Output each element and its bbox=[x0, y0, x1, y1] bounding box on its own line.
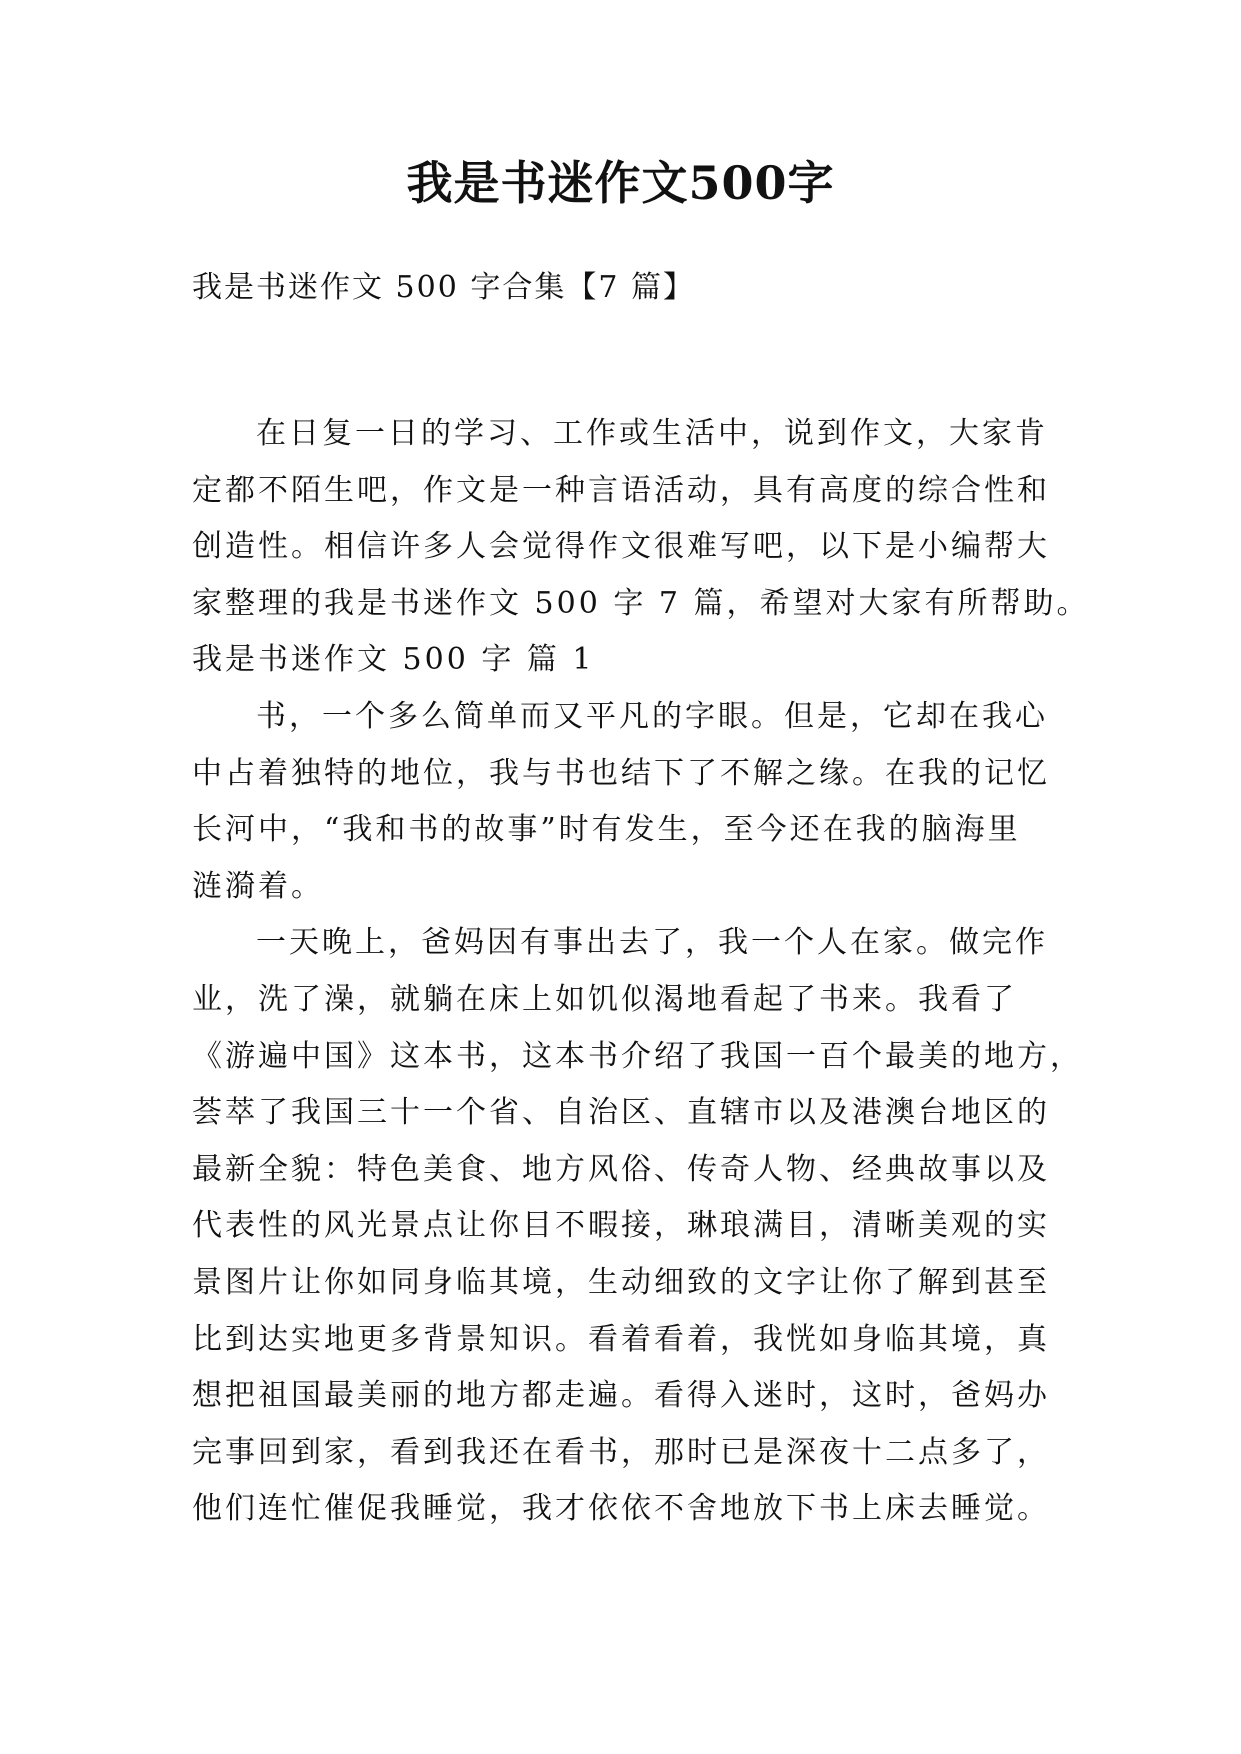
paragraph-line: 家整理的我是书迷作文 500 字 7 篇，希望对大家有所帮助。 bbox=[192, 585, 1090, 621]
paragraph-line: 一天晚上，爸妈因有事出去了，我一个人在家。做完作 bbox=[256, 925, 1048, 961]
paragraph-line: 创造性。相信许多人会觉得作文很难写吧，以下是小编帮大 bbox=[192, 529, 1050, 565]
section-heading: 我是书迷作文 500 字 篇 1 bbox=[192, 642, 595, 678]
paragraph-line: 定都不陌生吧，作文是一种言语活动，具有高度的综合性和 bbox=[192, 472, 1050, 508]
paragraph-line: 书，一个多么简单而又平凡的字眼。但是，它却在我心 bbox=[256, 698, 1048, 734]
paragraph-line: 在日复一日的学习、工作或生活中，说到作文，大家肯 bbox=[256, 416, 1048, 451]
document-subtitle: 我是书迷作文 500 字合集【7 篇】 bbox=[192, 270, 695, 305]
paragraph-line: 景图片让你如同身临其境，生动细致的文字让你了解到甚至 bbox=[192, 1264, 1050, 1300]
paragraph-line: 代表性的风光景点让你目不暇接，琳琅满目，清晰美观的实 bbox=[192, 1208, 1050, 1244]
paragraph-line: 业，洗了澡，就躺在床上如饥似渴地看起了书来。我看了 bbox=[192, 981, 1017, 1017]
paragraph-line: 想把祖国最美丽的地方都走遍。看得入迷时，这时，爸妈办 bbox=[192, 1378, 1050, 1414]
paragraph-line: 最新全貌：特色美食、地方风俗、传奇人物、经典故事以及 bbox=[192, 1151, 1050, 1187]
paragraph-line: 长河中，“我和书的故事”时有发生，至今还在我的脑海里 bbox=[192, 812, 1021, 848]
paragraph-line: 涟漪着。 bbox=[192, 868, 324, 904]
paragraph-line: 完事回到家，看到我还在看书，那时已是深夜十二点多了， bbox=[192, 1434, 1050, 1470]
paragraph-line: 中占着独特的地位，我与书也结下了不解之缘。在我的记忆 bbox=[192, 755, 1050, 791]
document-title: 我是书迷作文500字 bbox=[406, 156, 835, 210]
document-body bbox=[192, 406, 1090, 1538]
paragraph-line: 《游遍中国》这本书，这本书介绍了我国一百个最美的地方， bbox=[192, 1038, 1083, 1074]
paragraph-line: 比到达实地更多背景知识。看着看着，我恍如身临其境，真 bbox=[192, 1321, 1050, 1357]
paragraph-line: 他们连忙催促我睡觉，我才依依不舍地放下书上床去睡觉。 bbox=[192, 1491, 1050, 1527]
paragraph-line: 荟萃了我国三十一个省、自治区、直辖市以及港澳台地区的 bbox=[192, 1095, 1050, 1131]
